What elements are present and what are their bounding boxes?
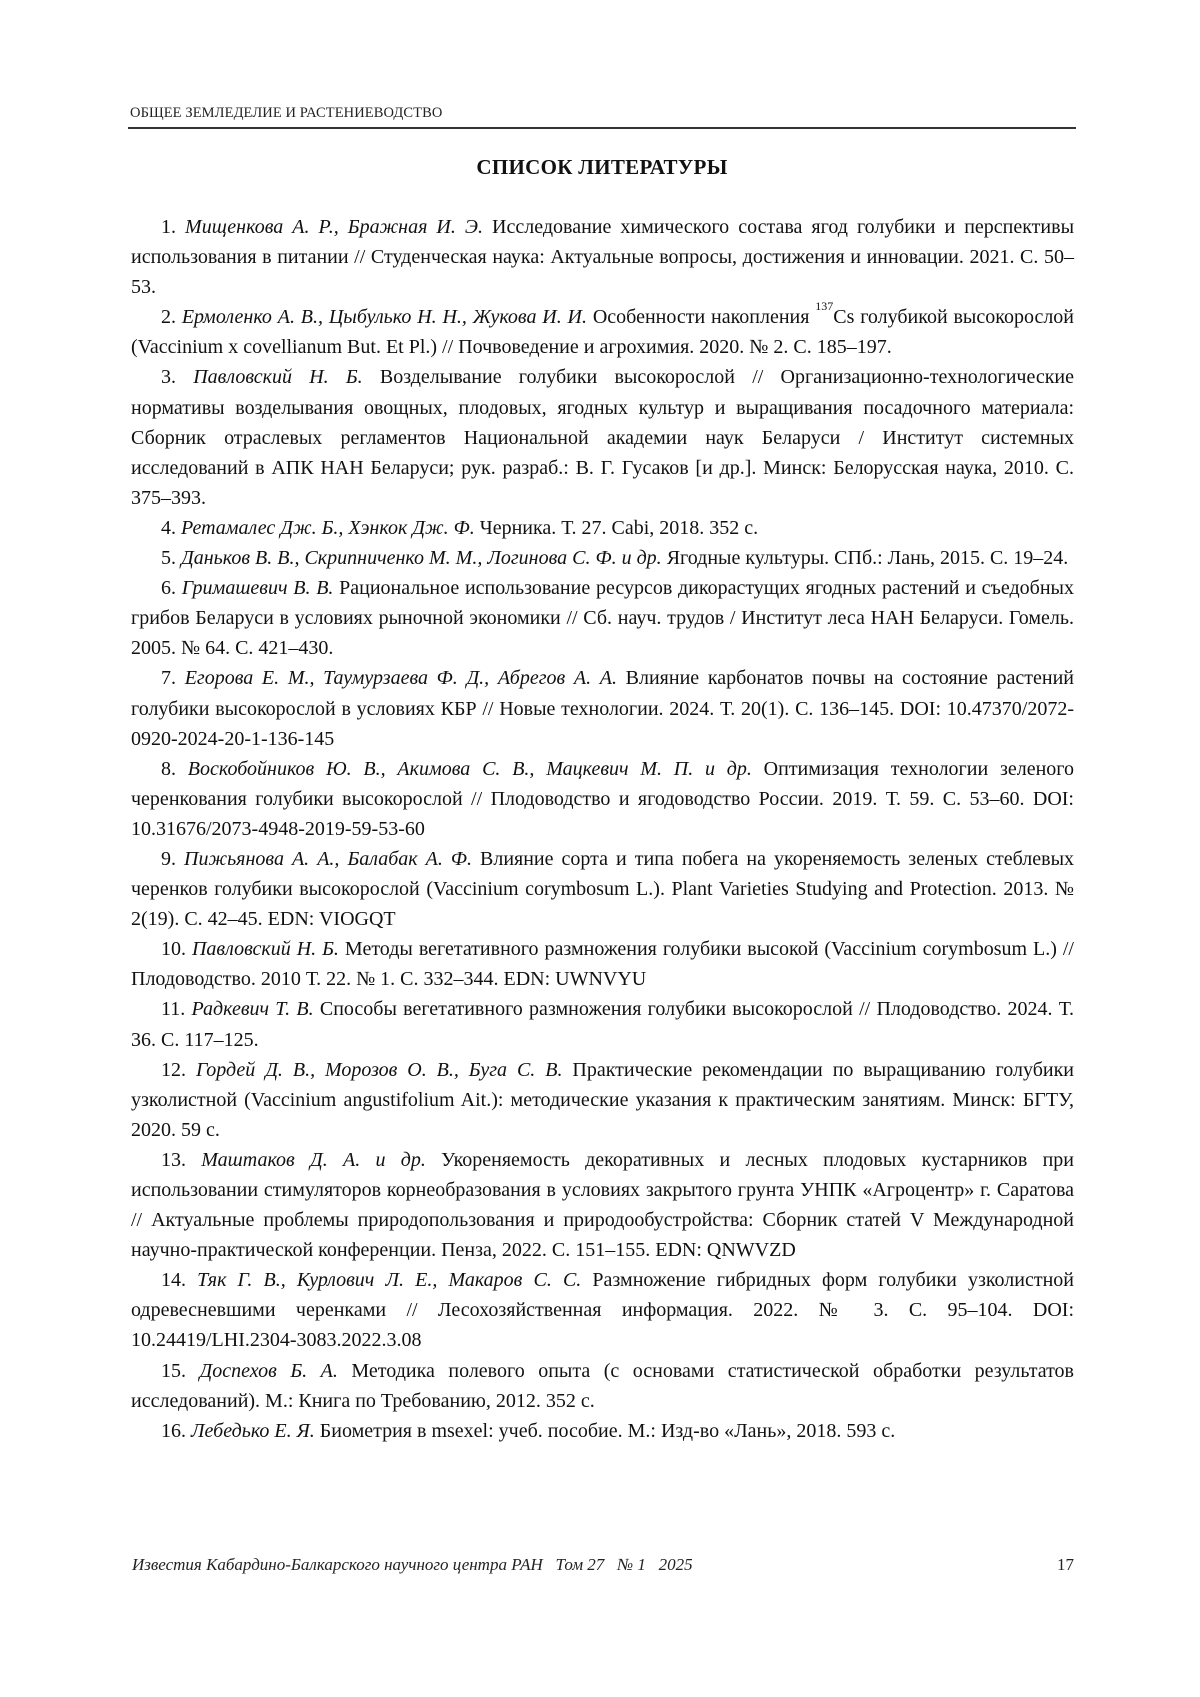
reference-item: 8. Воскобойников Ю. В., Акимова С. В., Мацкевич М. П. и др. Оптимизация технологии зеленого черенкования голубики высокорослой // Плодоводство и ягодоводство России. 2019. Т. 59. С. 53–60. DOI: 10.31676/2073-4948-2019-59-53-60 [131,754,1074,844]
reference-item: 1. Мищенкова А. Р., Бражная И. Э. Исследование химического состава ягод голубики и перспективы использования в питании // Студенческая наука: Актуальные вопросы, достижения и инновации. 2021. С. 50–53. [131,212,1074,302]
reference-item: 2. Ермоленко А. В., Цыбулько Н. Н., Жукова И. И. Особенности накопления 137Cs голубикой высокорослой (Vaccinium x covellianum But. Et Pl.) // Почвоведение и агрохимия. 2020. № 2. С. 185–197. [131,302,1074,362]
reference-item: 5. Даньков В. В., Скрипниченко М. М., Логинова С. Ф. и др. Ягодные культуры. СПб.: Лань, 2015. С. 19–24. [131,543,1074,573]
reference-item: 9. Пижьянова А. А., Балабак А. Ф. Влияние сорта и типа побега на укореняемость зеленых стеблевых черенков голубики высокорослой (Vaccinium corymbosum L.). Plant Varieties Studying and Protection. 2013. № 2(19). С. 42–45. EDN: VIOGQT [131,844,1074,934]
reference-item: 12. Гордей Д. В., Морозов О. В., Буга С. В. Практические рекомендации по выращиванию голубики узколистной (Vaccinium angustifolium Ait.): методические указания к практическим занятиям. Минск: БГТУ, 2020. 59 с. [131,1055,1074,1145]
reference-item: 14. Тяк Г. В., Курлович Л. Е., Макаров С. С. Размножение гибридных форм голубики узколистной одревесневшими черенками // Лесохозяйственная информация. 2022. № 3. С. 95–104. DOI: 10.24419/LHI.2304-3083.2022.3.08 [131,1265,1074,1355]
reference-item: 15. Доспехов Б. А. Методика полевого опыта (с основами статистической обработки результатов исследований). М.: Книга по Требованию, 2012. 352 с. [131,1356,1074,1416]
header-divider [128,127,1076,129]
reference-item: 10. Павловский Н. Б. Методы вегетативного размножения голубики высокой (Vaccinium corymbosum L.) // Плодоводство. 2010 Т. 22. № 1. С. 332–344. EDN: UWNVYU [131,934,1074,994]
page-footer [132,1555,1074,1575]
reference-item: 13. Маштаков Д. А. и др. Укореняемость декоративных и лесных плодовых кустарников при использовании стимуляторов корнеобразования в условиях закрытого грунта УНПК «Агроцентр» г. Саратова // Актуальные проблемы природопользования и природообустройства: Сборник статей V Международной научно-практической конференции. Пенза, 2022. С. 151–155. EDN: QNWVZD [131,1145,1074,1265]
reference-item: 16. Лебедько Е. Я. Биометрия в msexel: учеб. пособие. М.: Изд-во «Лань», 2018. 593 с. [131,1416,1074,1446]
reference-item: 4. Ретамалес Дж. Б., Хэнкок Дж. Ф. Черника. Т. 27. Cabi, 2018. 352 с. [131,513,1074,543]
reference-list [131,212,1074,1446]
reference-item: 3. Павловский Н. Б. Возделывание голубики высокорослой // Организационно-технологические нормативы возделывания овощных, плодовых, ягодных культур и выращивания посадочного материала: Сборник отраслевых регламентов Национальной академии наук Беларуси / Институт системных исследований в АПК НАН Беларуси; рук. разраб.: В. Г. Гусаков [и др.]. Минск: Белорусская наука, 2010. С. 375–393. [131,362,1074,512]
journal-citation: Известия Кабардино-Балкарского научного центра РАН Том 27 № 1 2025 [132,1555,693,1574]
reference-item: 11. Радкевич Т. В. Способы вегетативного размножения голубики высокорослой // Плодоводство. 2024. Т. 36. С. 117–125. [131,994,1074,1054]
page-number: 17 [1057,1555,1074,1575]
reference-item: 6. Гримашевич В. В. Рациональное использование ресурсов дикорастущих ягодных растений и съедобных грибов Беларуси в условиях рыночной экономики // Сб. науч. трудов / Институт леса НАН Беларуси. Гомель. 2005. № 64. С. 421–430. [131,573,1074,663]
running-head: ОБЩЕЕ ЗЕМЛЕДЕЛИЕ И РАСТЕНИЕВОДСТВО [130,105,442,122]
reference-item: 7. Егорова Е. М., Таумурзаева Ф. Д., Абрегов А. А. Влияние карбонатов почвы на состояние растений голубики высокорослой в условиях КБР // Новые технологии. 2024. Т. 20(1). С. 136–145. DOI: 10.47370/2072-0920-2024-20-1-136-145 [131,663,1074,753]
page [0,0,1200,1697]
section-title: СПИСОК ЛИТЕРАТУРЫ [128,155,1076,180]
